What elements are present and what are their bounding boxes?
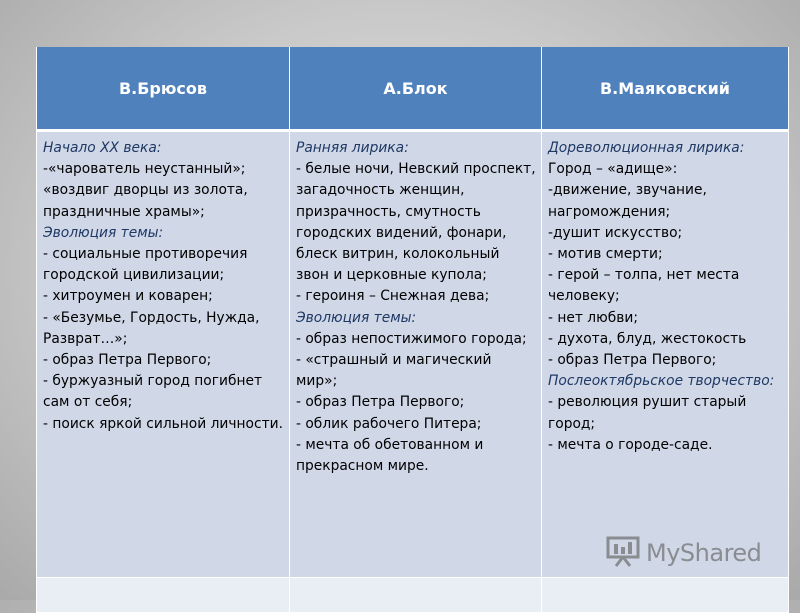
section-heading: Ранняя лирика: <box>296 140 409 156</box>
section-heading: Послеоктябрьское творчество: <box>548 373 775 390</box>
list-item: - образ непостижимого города; <box>296 330 527 347</box>
header-blok: А.Блок <box>290 47 542 131</box>
list-item: - хитроумен и коварен; <box>43 288 213 305</box>
comparison-table <box>36 47 789 613</box>
list-item: Город – «адище»: <box>548 161 678 178</box>
list-item: - мечта об обетованном и прекрасном мире. <box>296 436 484 475</box>
section-heading: Эволюция темы: <box>43 224 164 241</box>
header-mayakovsky: В.Маяковский <box>542 47 789 131</box>
list-item: - образ Петра Первого; <box>548 352 717 369</box>
list-item: - нет любви; <box>548 309 638 326</box>
list-item: - героиня – Снежная дева; <box>296 288 490 305</box>
list-item: - герой – толпа, нет места человеку; <box>548 267 740 305</box>
list-item: - поиск яркой сильной личности. <box>43 415 283 432</box>
table-body-row <box>37 131 789 578</box>
list-item: -движение, звучание, нагромождения; <box>548 182 707 220</box>
empty-cell <box>37 578 290 613</box>
list-item: - духота, блуд, жестокость <box>548 330 747 347</box>
section-heading: Дореволюционная лирика: <box>548 140 745 156</box>
section-heading: Эволюция темы: <box>296 309 417 326</box>
logo-text: MyShared <box>646 539 762 567</box>
cell-bryusov <box>37 131 290 578</box>
presentation-board-icon <box>606 535 640 571</box>
list-item: -душит искусство; <box>548 224 683 241</box>
list-item: - белые ночи, Невский проспект, загадочность женщин, призрачность, смутность городских видений, фонари, блеск витрин, колокольный звон и церковные купола; <box>296 161 536 284</box>
cell-mayakovsky <box>542 131 789 578</box>
table-header-row <box>37 47 789 131</box>
list-item: «воздвиг дворцы из золота, праздничные храмы»; <box>43 182 248 220</box>
list-item: - «страшный и магический мир»; <box>296 352 492 390</box>
list-item: - буржуазный город погибнет сам от себя; <box>43 373 262 411</box>
empty-cell <box>290 578 542 613</box>
list-item: - образ Петра Первого; <box>43 352 212 369</box>
section-heading: Начало XX века: <box>43 140 162 156</box>
list-item: - революция рушит старый город; <box>548 394 747 432</box>
list-item: - образ Петра Первого; <box>296 394 465 411</box>
list-item: - мечта о городе-саде. <box>548 436 713 453</box>
list-item: - «Безумье, Гордость, Нужда, Разврат…»; <box>43 309 260 347</box>
list-item: - мотив смерти; <box>548 246 663 263</box>
header-bryusov: В.Брюсов <box>37 47 290 131</box>
empty-cell <box>542 578 789 613</box>
list-item: - социальные противоречия городской цивилизации; <box>43 246 248 284</box>
table-empty-row <box>37 578 789 613</box>
myshared-logo <box>606 536 761 570</box>
cell-blok <box>290 131 542 578</box>
list-item: -«чарователь неустанный»; <box>43 161 246 178</box>
list-item: - облик рабочего Питера; <box>296 415 482 432</box>
